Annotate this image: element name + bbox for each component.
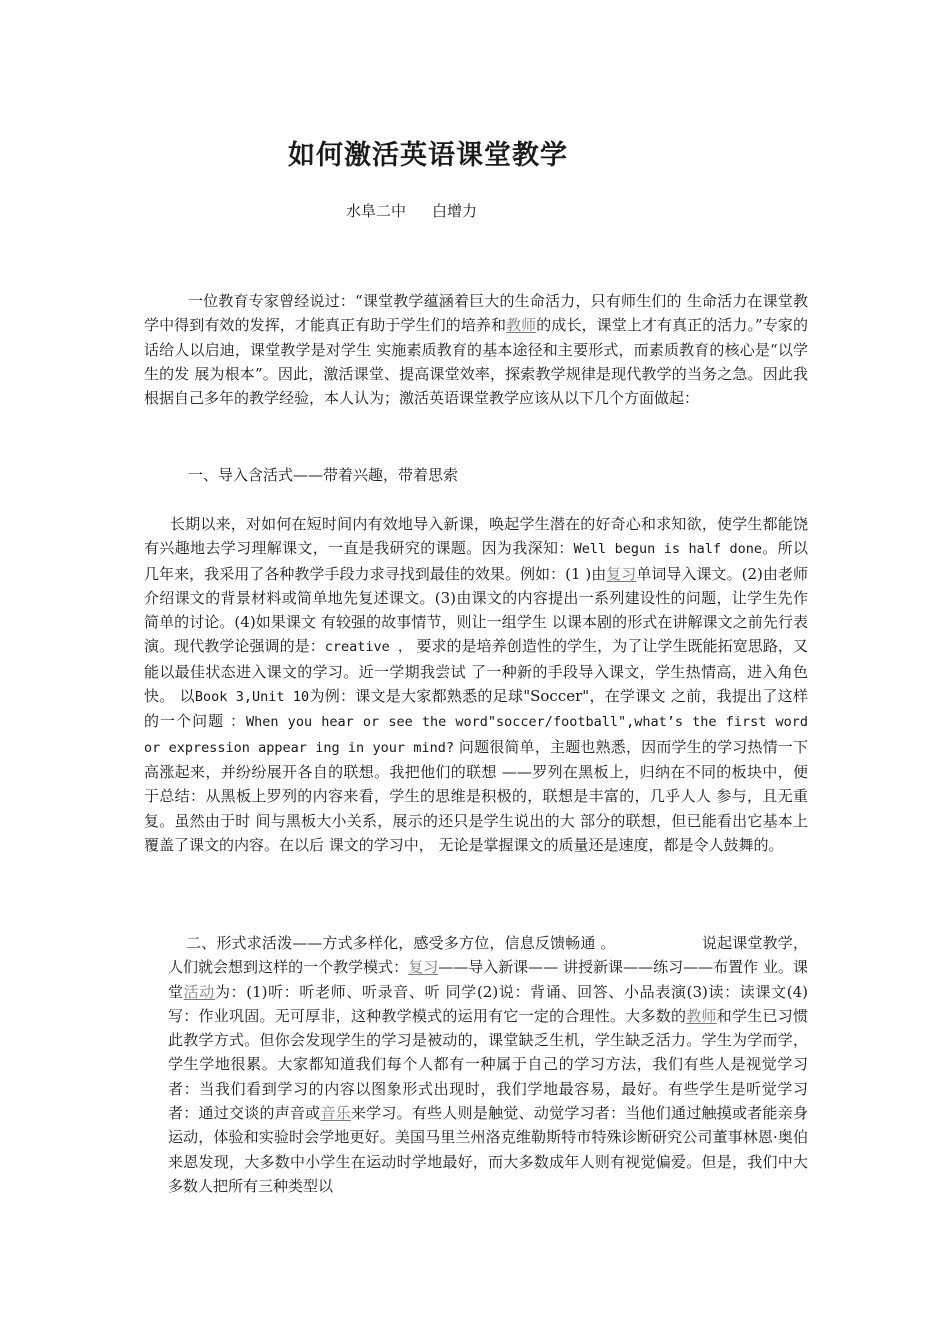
text-run: 。所以几年来，我采用了各种教学手段力求寻找到最佳的效果。例如：(1 )由: [144, 539, 808, 583]
text-run: 说起课堂教学，人们就会想到这样的一个教学模式：: [168, 934, 808, 977]
text-run: 长期以来，对如何在短时间内有效地导入新课，唤起学生潜在的好奇心和求知欲，使学生都能饶有兴趣地去学习理解课文，一直是我研究的课题。因为我深知：: [144, 515, 808, 558]
text-run: 问题很简单，主题也熟悉，因而学生的学习热情一下高涨起来，并纷纷展开各自的联想。我把他们的联想 ——罗列在黑板上，归纳在不同的板块中，便于总结：从黑板上罗列的内容来看，学生的思维是积极的，联想是丰富的，几乎人人 参与，且无重复。虽然由于时 间与黑板大小关系，展示的还只是学生说出的大 部分的联想，但已能看出它基本上覆盖了课文的内容。在以后 课文的学习中， 无论是掌握课文的质量还是速度，都是令人鼓舞的。: [144, 737, 808, 854]
text-run: 一位教育专家曾经说过：“课堂教学蕴涵着巨大的生命活力，只有师生们的 生命活力在课堂教学中得到有效的发挥，才能真正有助于学生们的培养和: [144, 292, 808, 335]
paragraph-section-1: [144, 512, 808, 857]
paragraph-section-2: [168, 931, 808, 1198]
english-text: Book 3,Unit 10: [194, 689, 310, 706]
link-review[interactable]: 复习: [606, 564, 637, 583]
text-run: 为例：课文是大家都熟悉的足球"Soccer"，在学课文 之前，我提出了这样的一个问题 ：: [144, 687, 808, 731]
text-run: 来学习。有些人则是触觉、动觉学习者：当他们通过触摸或者能亲身运动，体验和实验时会学地更好。美国马里兰州洛克维勒斯特市特殊诊断研究公司董事林恩·奥伯来恩发现，大多数中小学生在运动时学地最好，而大多数成年人则有视觉偏爱。但是，我们中大多数人把所有三种类型以: [168, 1104, 808, 1195]
author-name: 白增力: [432, 202, 478, 220]
author-school: 水阜二中: [346, 202, 407, 220]
text-run: ——导入新课—— 讲授新课——练习——布置作 业。课堂: [168, 958, 808, 1001]
english-text: Well begun is half done: [573, 541, 762, 558]
text-run: 要求的是培养创造性的学生，为了让学生既能拓宽思路，又能以最佳状态进入课文的学习。近一学期我尝试 了一种新的手段导入课文，学生热情高，进入角色 快。 以: [144, 637, 808, 706]
section-heading-2: 二、形式求活泼——方式多样化，感受多方位，信息反馈畅通 。: [186, 934, 616, 952]
english-text: When you hear or see the word"soccer/football",what’s the first word or expression appear ing in your mind?: [144, 714, 808, 756]
paragraph-intro: [144, 289, 808, 410]
link-activity[interactable]: 活动: [183, 982, 215, 1001]
link-teacher-2[interactable]: 教师: [686, 1006, 717, 1025]
section-heading-1: 一、导入含活式——带着兴趣，带着思索: [188, 466, 459, 484]
author-line: [346, 200, 477, 221]
text-run: 的成长，课堂上才有真正的活力。”专家的话给人以启迪，课堂教学是对学生 实施素质教育的基本途径和主要形式，而素质教育的核心是“以学生的发 展为根本”。因此，激活课堂、提高课堂效率，探索教学规律是现代教学的当务之急。因此我根据自己多年的教学经验，本人认为；激活英语课堂教学应该从以下几个方面做起：: [144, 316, 808, 408]
document-title: 如何激活英语课堂教学: [288, 140, 568, 171]
link-teacher[interactable]: 教师: [506, 316, 537, 335]
text-run: 和学生已习惯 此教学方式。但你会发现学生的学习是被动的，课堂缺乏生机，学生缺乏活力。学生为学而学，学生学地很累。大家都知道我们每个人都有一种属于自己的学习方法，我们有些人是视觉学习者：当我们看到学习的内容以图象形式出现时，我们学地最容易，最好。有些学生是听觉学习者：通过交谈的声音或: [168, 1006, 808, 1123]
text-run: 单词导入课文。(2)由老师介绍课文的背景材料或简单地先复述课文。(3)由课文的内容提出一系列建设性的问题，让学生先作简单的讨论。(4)如果课文 有较强的故事情节，则让一组学生 以课本剧的形式在讲解课文之前先行表演。现代教学论强调的是：: [144, 564, 808, 656]
english-text: creative ，: [324, 639, 412, 656]
link-music[interactable]: 音乐: [320, 1104, 351, 1123]
text-run: 为：(1)听：听老师、听录音、听 同学(2)说：背诵、回答、小品表演(3)读：读课文(4) 写：作业巩固。无可厚非，这种教学模式的运用有它一定的合理性。大多数的: [168, 982, 808, 1025]
link-review-2[interactable]: 复习: [408, 958, 439, 977]
